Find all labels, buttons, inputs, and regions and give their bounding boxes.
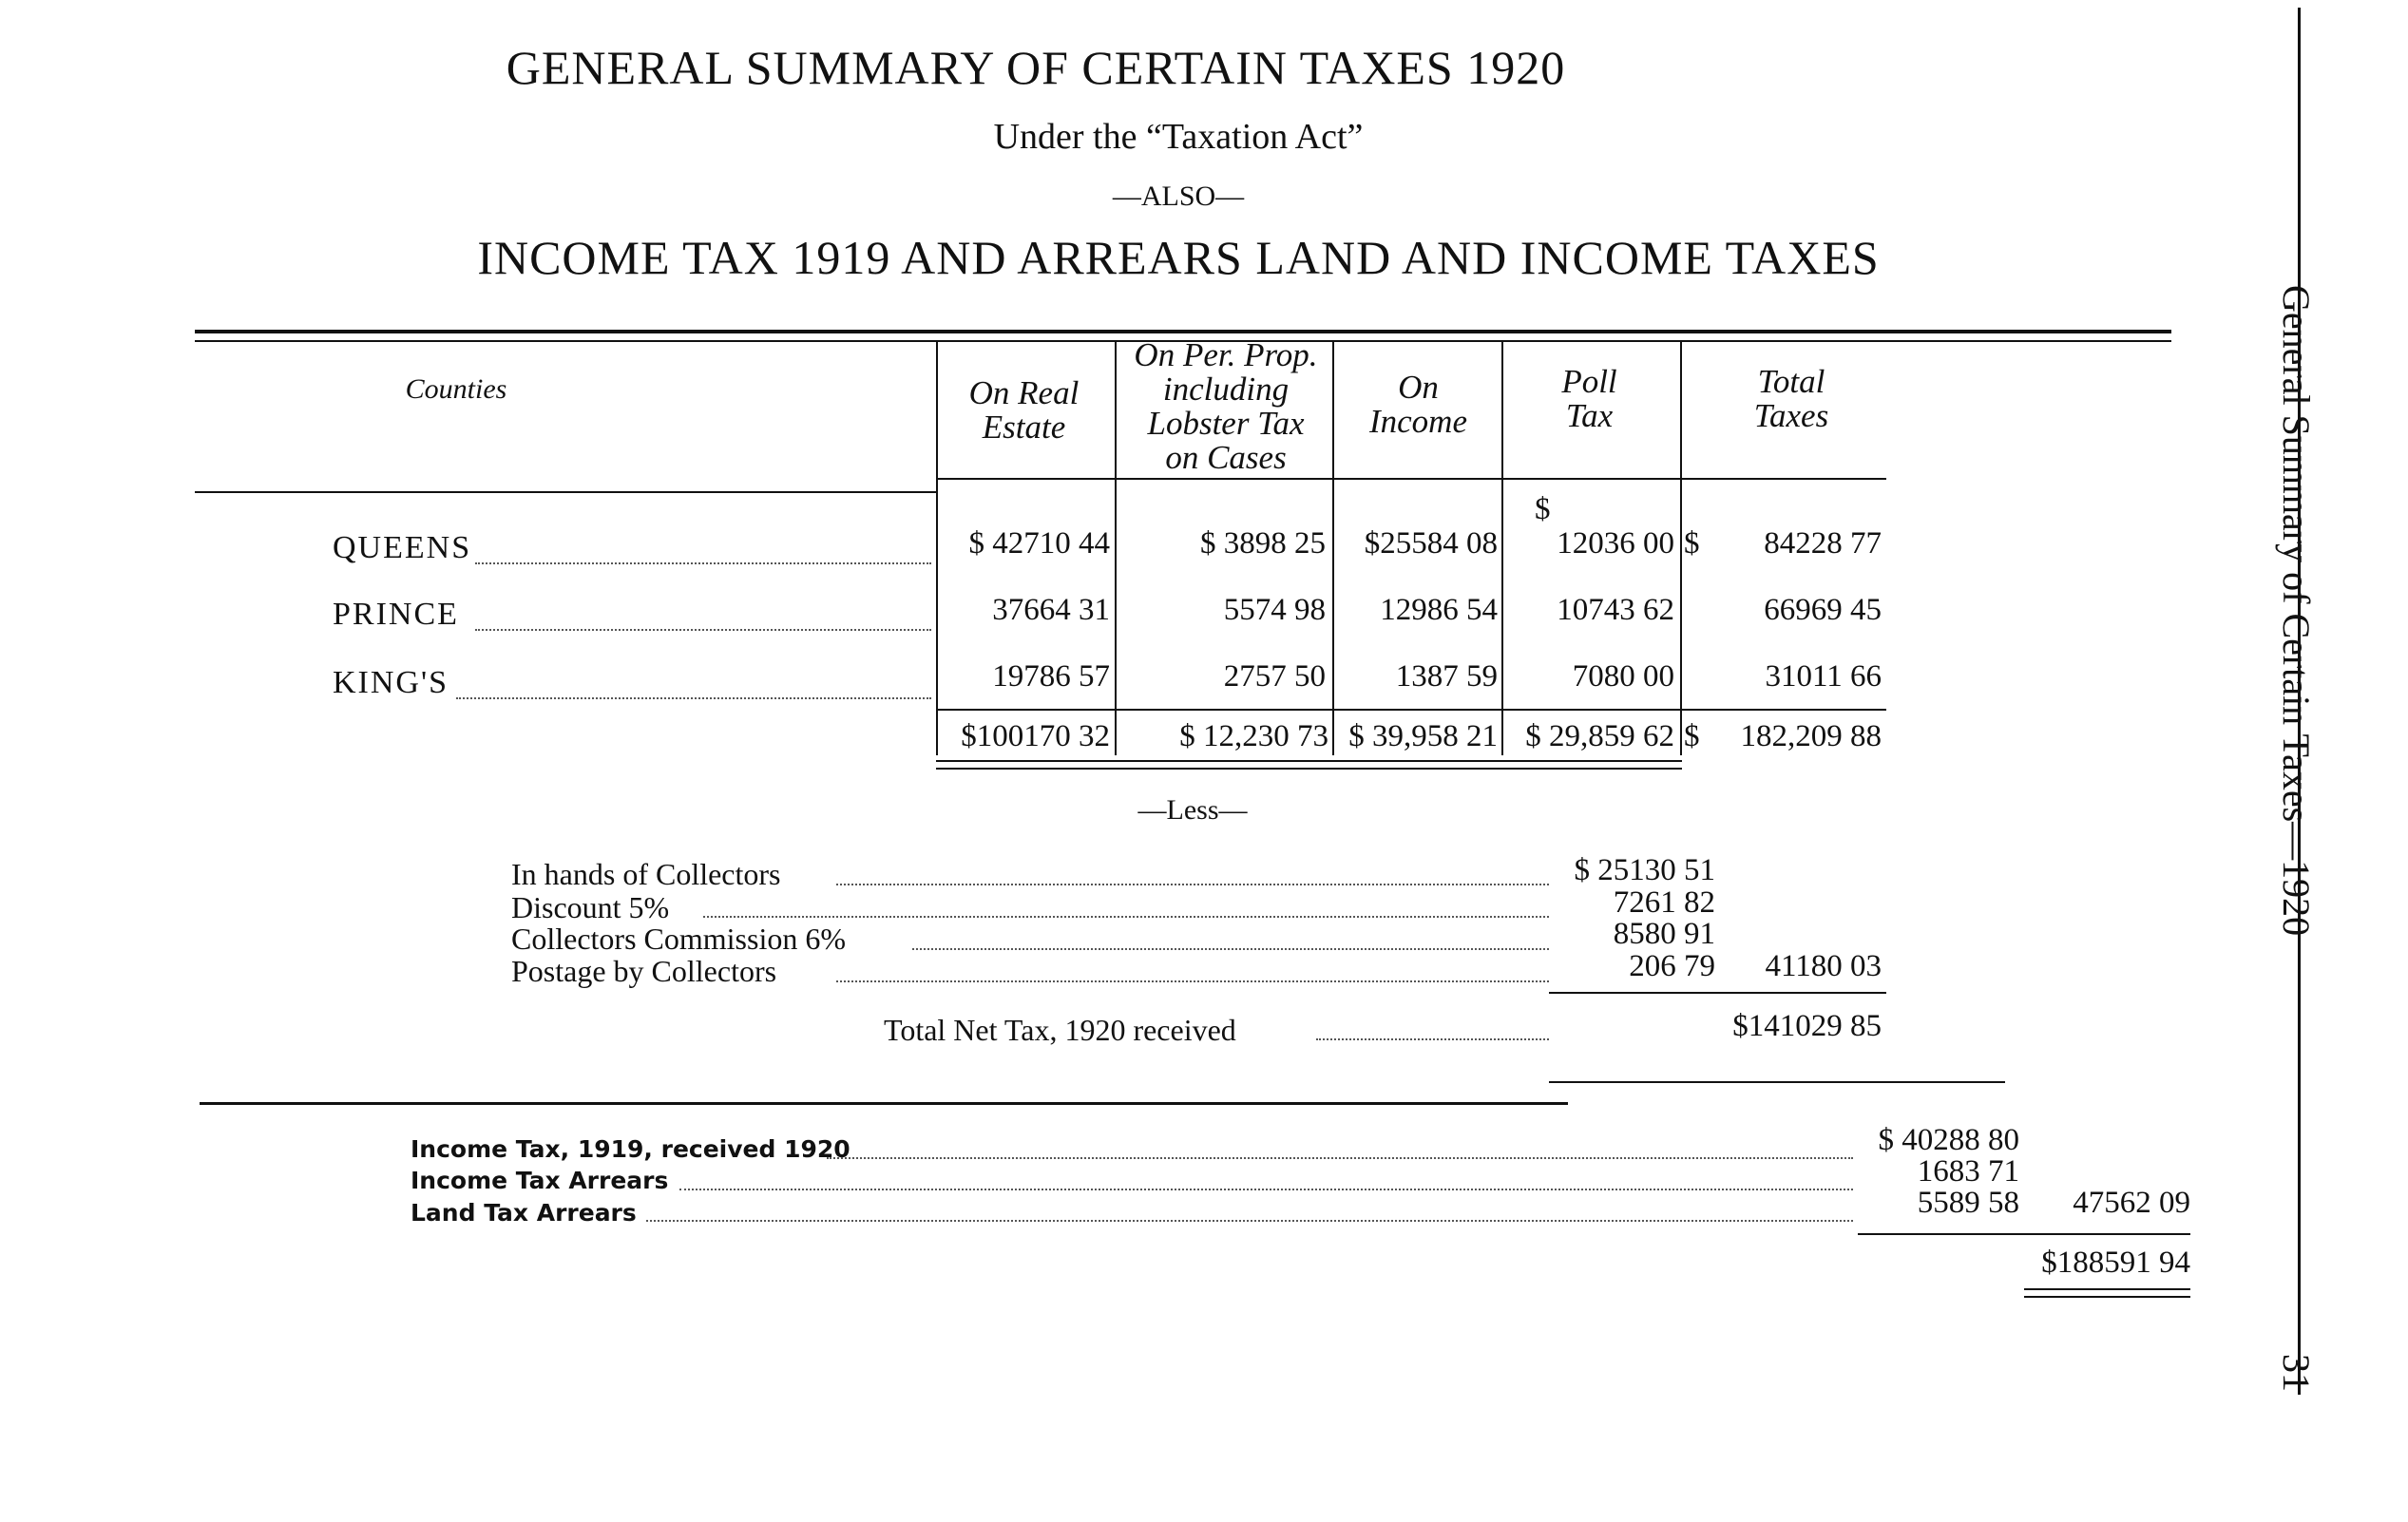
col-rule-3 [1332,342,1334,755]
cell-queens-per-prop: $ 3898 25 [1200,526,1326,561]
total-per-prop: $ 12,230 73 [1179,719,1328,753]
grand-total-rule-2 [2024,1296,2190,1298]
cell-prince-total: 66969 45 [1764,593,1882,627]
subtitle-income-tax: INCOME TAX 1919 AND ARREARS LAND AND INCOME TAXES [477,231,1880,284]
leader-kings [456,697,931,699]
less-item-discount-label: Discount 5% [511,890,670,924]
header-real-estate-line1: On Real [968,374,1080,411]
totals-rule-1 [936,760,1682,762]
poll-dollar-sign: $ [1535,492,1551,526]
less-item-commission-leader [912,948,1549,950]
less-item-postage-label: Postage by Collectors [511,954,777,988]
cell-queens-poll: 12036 00 [1557,526,1674,561]
header-income-line2: Income [1368,403,1467,440]
cell-queens-real-estate: $ 42710 44 [968,526,1110,561]
cell-prince-poll: 10743 62 [1557,593,1674,627]
income-section-total: 47562 09 [2073,1186,2190,1220]
net-tax-leader [1316,1038,1549,1040]
income-section-rule [1858,1233,2190,1235]
col-rule-2 [1115,342,1117,755]
less-total: 41180 03 [1765,949,1882,983]
col-rule-1 [936,342,938,755]
header-total [1706,365,1877,433]
total-poll: $ 29,859 62 [1525,719,1674,753]
col-rule-4 [1501,342,1503,755]
header-real-estate [941,376,1107,445]
income-item-arrears-amount: 1683 71 [1917,1154,2019,1189]
header-total-line2: Taxes [1753,397,1829,434]
header-poll-line1: Poll [1561,363,1617,400]
also-label: —ALSO— [1112,181,1245,212]
page-title: GENERAL SUMMARY OF CERTAIN TAXES 1920 [506,41,1566,94]
header-per-prop-line1: On Per. Prop. [1134,336,1318,373]
cell-kings-income: 1387 59 [1395,659,1498,694]
section-rule-1 [1549,1081,2005,1083]
grand-total-rule-1 [2024,1288,2190,1290]
land-tax-arrears-amount: 5589 58 [1917,1186,2019,1220]
income-item-1919-leader [827,1157,1853,1159]
cell-queens-income: $25584 08 [1364,526,1498,561]
less-item-collectors-amount: $ 25130 51 [1574,853,1715,887]
less-item-postage-amount: 206 79 [1629,949,1715,983]
land-tax-arrears-label: Land Tax Arrears [411,1199,637,1227]
less-item-commission-amount: 8580 91 [1613,917,1715,951]
subtitle: Under the “Taxation Act” [993,117,1364,157]
totals-rule-2 [936,768,1682,770]
cell-kings-poll: 7080 00 [1572,659,1674,694]
less-item-discount-amount: 7261 82 [1613,885,1715,920]
cell-queens-total-sign: $ [1684,526,1700,561]
less-item-commission-label: Collectors Commission 6% [511,922,846,956]
less-item-collectors-leader [836,884,1549,885]
header-per-prop-line2: including [1162,371,1290,408]
income-item-arrears-leader [679,1189,1853,1190]
top-rule-thick [195,330,2171,333]
header-poll-line2: Tax [1565,397,1614,434]
less-label: —Less— [1137,794,1248,826]
totals-rule-top [936,709,1886,711]
section-rule-2 [200,1102,1568,1105]
header-rule-left [195,491,936,493]
header-per-prop [1117,338,1335,475]
header-rule [936,478,1886,480]
cell-prince-per-prop: 5574 98 [1223,593,1326,627]
cell-queens-total: 84228 77 [1764,526,1882,561]
land-tax-arrears-leader [646,1220,1853,1222]
less-item-collectors-label: In hands of Collectors [511,857,781,891]
total-real-estate: $100170 32 [961,719,1110,753]
header-real-estate-line2: Estate [982,409,1066,446]
income-item-1919-label: Income Tax, 1919, received 1920 [411,1135,850,1163]
side-running-title: General Summary of Certain Taxes—1920 [2275,285,2318,937]
header-per-prop-line4: on Cases [1165,439,1287,476]
net-tax-label: Total Net Tax, 1920 received [884,1013,1236,1047]
county-kings: KING'S [333,665,449,700]
county-queens: QUEENS [333,530,472,565]
page-number: 31 [2275,1354,2318,1392]
net-tax-value: $141029 85 [1732,1009,1882,1043]
header-total-line1: Total [1757,363,1825,400]
total-total-sign: $ [1684,719,1700,753]
less-rule [1549,992,1886,994]
leader-prince [475,629,931,631]
header-income [1335,371,1501,439]
cell-prince-income: 12986 54 [1380,593,1498,627]
cell-kings-real-estate: 19786 57 [992,659,1110,694]
less-item-postage-leader [836,980,1549,982]
header-per-prop-line3: Lobster Tax [1147,405,1305,442]
cell-prince-real-estate: 37664 31 [992,593,1110,627]
header-income-line1: On [1398,369,1439,406]
header-counties: Counties [405,373,507,405]
cell-kings-total: 31011 66 [1765,659,1882,694]
grand-total-value: $188591 94 [2041,1246,2190,1280]
header-poll [1506,365,1672,433]
cell-kings-per-prop: 2757 50 [1223,659,1326,694]
col-rule-5 [1680,342,1682,755]
less-item-discount-leader [703,916,1549,918]
income-item-1919-amount: $ 40288 80 [1878,1123,2019,1157]
county-prince: PRINCE [333,597,459,632]
income-item-arrears-label: Income Tax Arrears [411,1167,669,1194]
total-income: $ 39,958 21 [1348,719,1498,753]
leader-queens [475,562,931,564]
total-grand: 182,209 88 [1740,719,1882,753]
